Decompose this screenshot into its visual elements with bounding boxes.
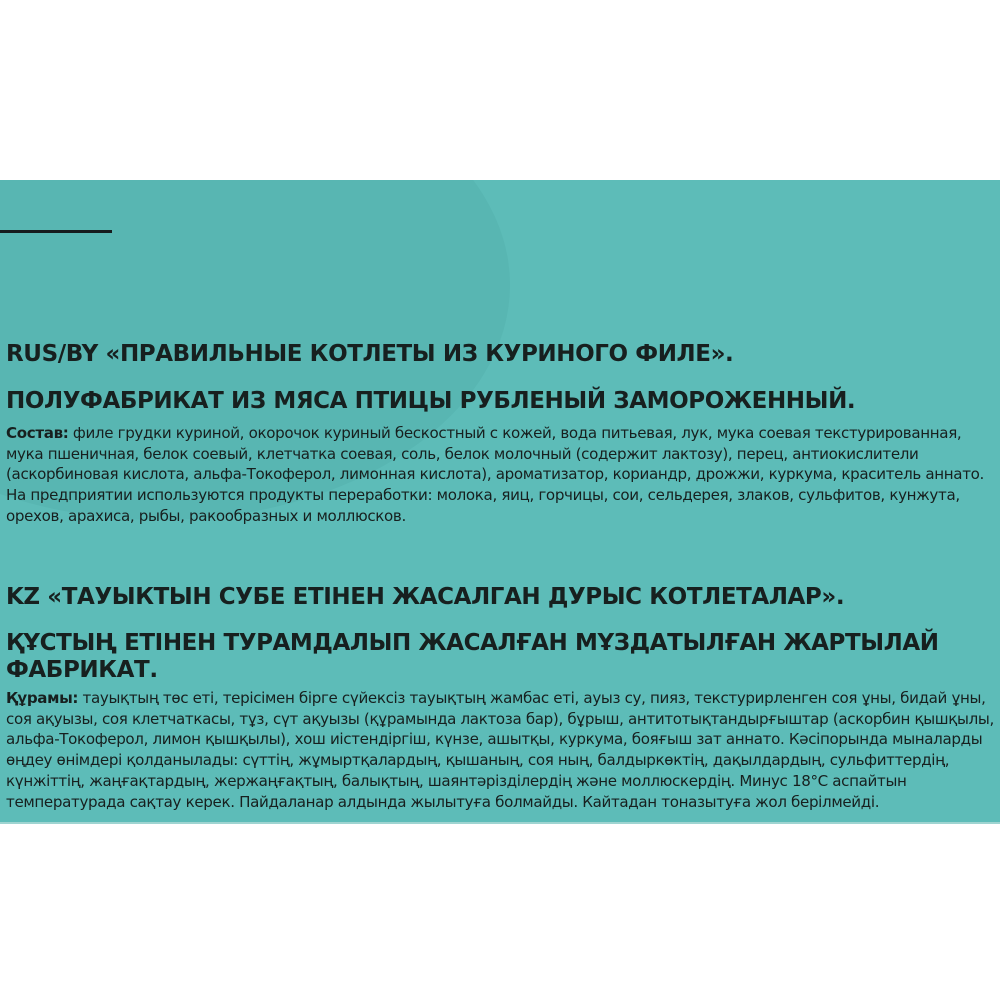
rus-ingredients <box>6 423 996 485</box>
label-bottom-edge <box>0 822 1000 824</box>
kz-title: KZ «ТАУЫКТЫН СУБЕ ЕТІНЕН ЖАСАЛГАН ДУРЫС КОТЛЕТАЛАР». <box>6 584 845 610</box>
product-label-panel <box>0 180 1000 824</box>
kz-ingredients-text: тауықтың төс еті, терісімен бірге сүйексіз тауықтың жамбас еті, ауыз су, пияз, текстурирленген соя ұны, бидай ұны, соя ақуызы, соя клетчаткасы, тұз, сүт ақуызы (құрамында лактоза бар), бұрыш, антитотықтандырғыштар (аскорбин қышқылы, альфа-Токоферол, лимон қышқылы), хош иістендіргіш, күнзе, ашытқы, куркума, бояғыш зат аннато. Кәсіпорында мыналарды өңдеу өнімдері қолданылады: сүттің, жұмыртқалардың, қышаның, соя ның, балдыркөктің, дақылдардың, сульфиттердің, күнжіттің, жаңғақтардың, жержаңғақтың, балықтың, шаянтәрізділердің және моллюскердің. Минус 18°C аспайтын температурада сақтау керек. Пайдаланар алдында жылытуға болмайды. Кайтадан тоназытуға жол берілмейді. <box>6 689 994 811</box>
rus-ingredients-text: филе грудки куриной, окорочок куриный бескостный с кожей, вода питьевая, лук, мука соевая текстурированная, мука пшеничная, белок соевый, клетчатка соевая, соль, белок молочный (содержит лактозу), перец, антиокислители (аскорбиновая кислота, альфа-Токоферол, лимонная кислота), ароматизатор, кориандр, дрожжи, куркума, краситель аннато. <box>6 424 984 484</box>
rus-ingredients-label: Состав: <box>6 424 69 442</box>
rus-subtitle: ПОЛУФАБРИКАТ ИЗ МЯСА ПТИЦЫ РУБЛЕНЫЙ ЗАМОРОЖЕННЫЙ. <box>6 388 856 414</box>
kz-ingredients-label: Құрамы: <box>6 689 79 707</box>
rus-title: RUS/BY «ПРАВИЛЬНЫЕ КОТЛЕТЫ ИЗ КУРИНОГО ФИЛЕ». <box>6 341 734 367</box>
divider-rule <box>0 230 112 233</box>
kz-ingredients <box>6 688 996 812</box>
kz-subtitle: ҚҰСТЫҢ ЕТІНЕН ТУРАМДАЛЫП ЖАСАЛҒАН МҰЗДАТЫЛҒАН ЖАРТЫЛАЙ ФАБРИКАТ. <box>6 630 939 683</box>
rus-allergens: На предприятии используются продукты переработки: молока, яиц, горчицы, сои, сельдерея, злаков, сульфитов, кунжута, орехов, арахиса, рыбы, ракообразных и моллюсков. <box>6 486 960 525</box>
